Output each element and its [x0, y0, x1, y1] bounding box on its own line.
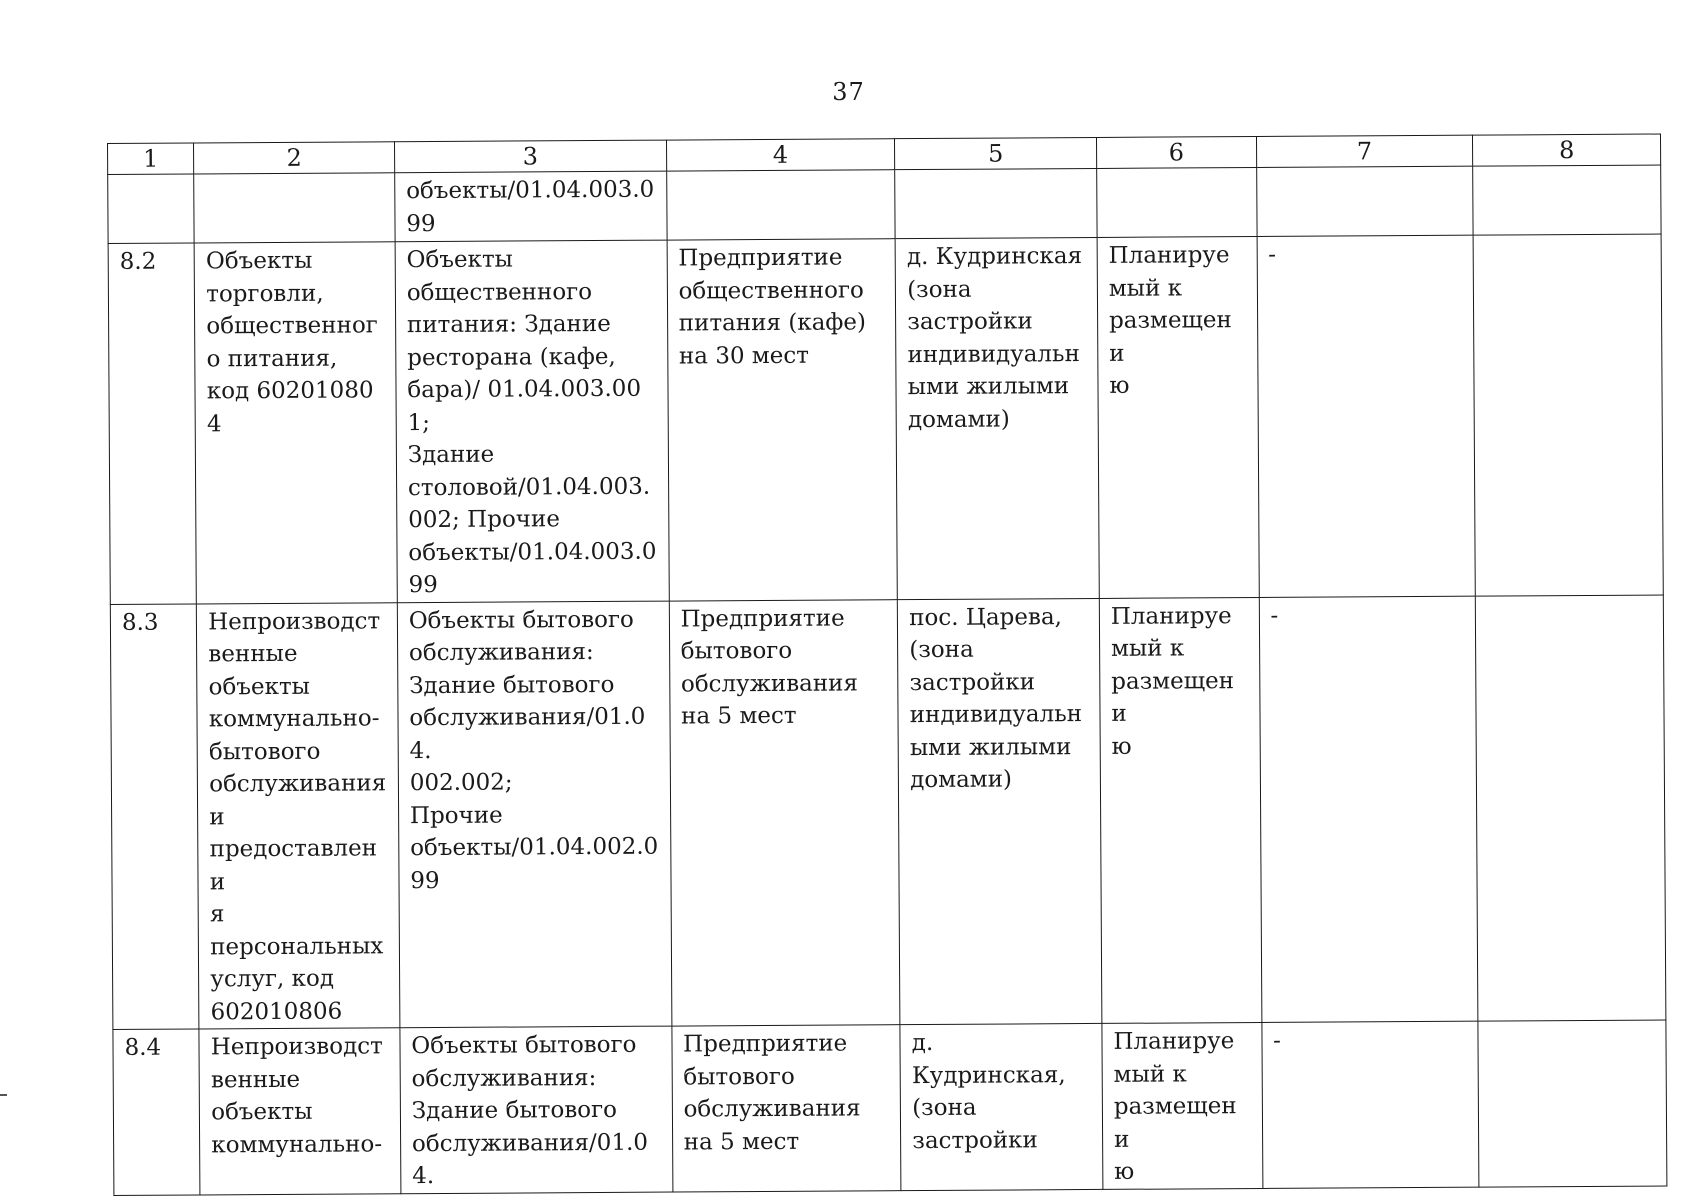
status-cell — [1097, 167, 1257, 237]
object-type-cell: Непроизводст венные объекты коммунально- — [199, 1028, 401, 1195]
object-purpose-cell: Объекты общественного питания: Здание ресторана (кафе, бара)/ 01.04.003.001; Здание столовой/01.04.003. 002; Прочие объекты/01.04.003.0 99 — [395, 240, 669, 602]
table-row-continuation — [108, 165, 1661, 243]
row-number-cell — [108, 174, 195, 244]
object-description-cell: Предприятие бытового обслуживания на 5 мест — [669, 599, 900, 1026]
column-8-cell — [1476, 595, 1666, 1022]
table-row-8-2 — [108, 234, 1663, 604]
object-description-cell — [666, 170, 895, 240]
object-type-cell: Объекты торговли, общественног о питания, код 602010804 — [194, 242, 397, 604]
page-number: 37 — [832, 78, 865, 106]
row-number-cell: 8.2 — [108, 243, 196, 604]
status-cell: Планируе мый к размещени ю — [1102, 1022, 1263, 1188]
column-number-3: 3 — [394, 140, 666, 173]
object-type-cell — [194, 173, 395, 243]
object-purpose-cell: объекты/01.04.003.0 99 — [395, 171, 667, 242]
object-description-cell: Предприятие бытового обслуживания на 5 мест — [672, 1025, 902, 1192]
object-purpose-cell: Объекты бытового обслуживания: Здание бытового обслуживания/01.04. 002.002; Прочие объекты/01.04.002.0 99 — [397, 601, 671, 1028]
column-number-8: 8 — [1473, 134, 1661, 166]
column-7-cell — [1256, 166, 1473, 236]
status-cell: Планируе мый к размещени ю — [1099, 597, 1261, 1023]
row-number-cell: 8.3 — [110, 603, 199, 1029]
object-type-cell: Непроизводст венные объекты коммунально- бытового обслуживания и предоставлени я персональных услуг, код 602010806 — [197, 602, 400, 1029]
object-purpose-cell: Объекты бытового обслуживания: Здание бытового обслуживания/01.04. — [400, 1026, 673, 1193]
column-7-cell: - — [1257, 235, 1476, 597]
table-row-8-4 — [113, 1020, 1667, 1195]
location-cell: пос. Царева, (зона застройки индивидуальн ыми жилыми домами) — [898, 598, 1102, 1025]
object-description-cell: Предприятие общественного питания (кафе) на 30 мест — [667, 239, 898, 601]
column-number-2: 2 — [194, 142, 395, 174]
scan-margin-mark — [0, 1094, 7, 1096]
column-8-cell — [1473, 165, 1661, 235]
location-cell — [895, 168, 1097, 238]
location-cell: д. Кудринская, (зона застройки — [900, 1023, 1103, 1190]
planned-objects-table — [107, 134, 1667, 1196]
table-row-8-3 — [110, 595, 1666, 1030]
column-number-4: 4 — [666, 139, 895, 171]
column-8-cell — [1473, 234, 1663, 596]
column-8-cell — [1478, 1020, 1667, 1187]
status-cell: Планируе мый к размещени ю — [1097, 236, 1259, 597]
column-number-6: 6 — [1096, 136, 1256, 168]
column-number-7: 7 — [1256, 135, 1473, 167]
column-number-1: 1 — [108, 143, 194, 175]
column-number-5: 5 — [895, 137, 1097, 169]
location-cell: д. Кудринская (зона застройки индивидуальн ыми жилыми домами) — [895, 237, 1099, 599]
column-7-cell: - — [1259, 596, 1478, 1023]
row-number-cell: 8.4 — [113, 1029, 200, 1195]
column-7-cell: - — [1261, 1021, 1479, 1188]
